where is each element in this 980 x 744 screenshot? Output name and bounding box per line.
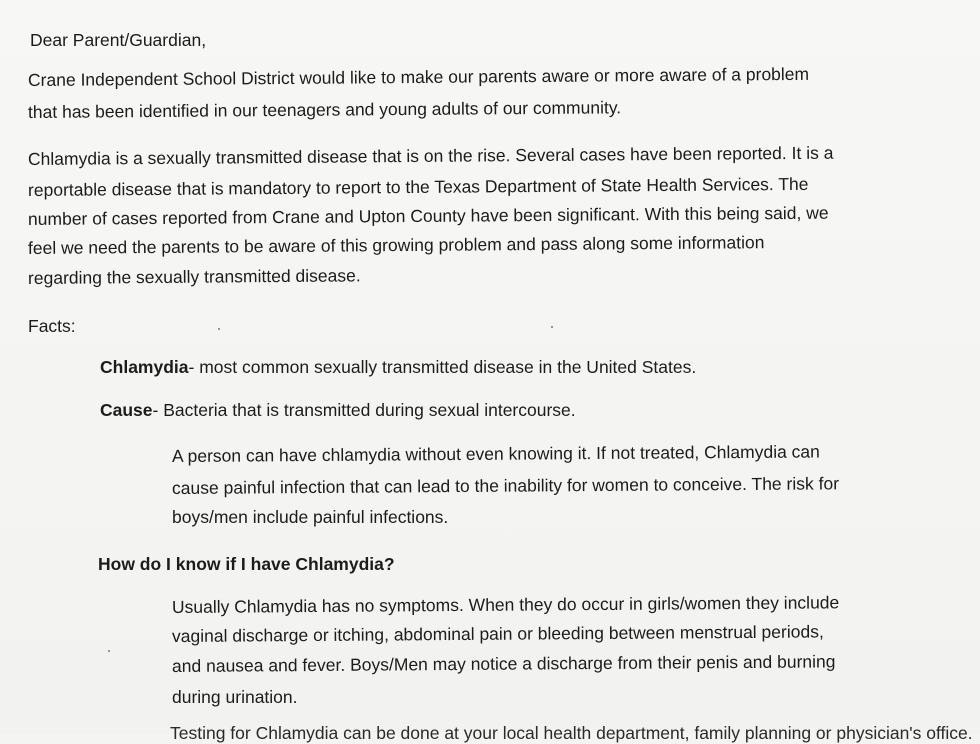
cause-detail-line-2: cause painful infection that can lead to the inability for women to conceive. The risk for (171, 473, 840, 498)
symptoms-line-4: during urination. (172, 687, 298, 707)
intro-line-1: Crane Independent School District would like to make our parents aware or more aware of a problem (27, 63, 810, 90)
paragraph2-line-5: regarding the sexually transmitted disease. (27, 265, 361, 288)
scan-speck (218, 328, 220, 330)
scan-speck (551, 326, 553, 328)
paragraph2-line-4: feel we need the parents to be aware of this growing problem and pass along some information (27, 232, 765, 258)
cause-detail-line-3: boys/men include painful infections. (172, 507, 449, 527)
cause-detail-line-1: A person can have chlamydia without even knowing it. If not treated, Chlamydia can (171, 441, 820, 466)
paragraph2-line-3: number of cases reported from Crane and Upton County have been significant. With this being said, we (27, 202, 829, 229)
intro-line-2: that has been identified in our teenagers and young adults of our community. (27, 97, 622, 122)
salutation: Dear Parent/Guardian, (30, 30, 207, 50)
paragraph2-line-1: Chlamydia is a sexually transmitted disease that is on the rise. Several cases have been reported. It is a (27, 142, 834, 169)
question-heading: How do I know if I have Chlamydia? (98, 554, 395, 574)
fact-chlamydia-term: Chlamydia (100, 357, 189, 377)
fact-cause-term: Cause (100, 400, 153, 420)
fact-chlamydia-text: - most common sexually transmitted disease in the United States. (188, 357, 697, 377)
facts-heading: Facts: (28, 316, 76, 336)
fact-cause (100, 399, 576, 421)
paragraph2-line-2: reportable disease that is mandatory to report to the Texas Department of State Health Services. The (27, 173, 809, 200)
cutoff-line: Testing for Chlamydia can be done at your local health department, family planning or physician's office. (170, 723, 973, 743)
symptoms-line-1: Usually Chlamydia has no symptoms. When they do occur in girls/women they include (171, 592, 840, 617)
fact-cause-text: - Bacteria that is transmitted during sexual intercourse. (152, 400, 576, 420)
symptoms-line-3: and nausea and fever. Boys/Men may notice a discharge from their penis and burning (171, 651, 836, 676)
symptoms-line-2: vaginal discharge or itching, abdominal pain or bleeding between menstrual periods, (171, 621, 824, 646)
scan-speck (108, 650, 110, 652)
fact-chlamydia (100, 356, 696, 378)
cutoff-line-container (170, 722, 973, 743)
